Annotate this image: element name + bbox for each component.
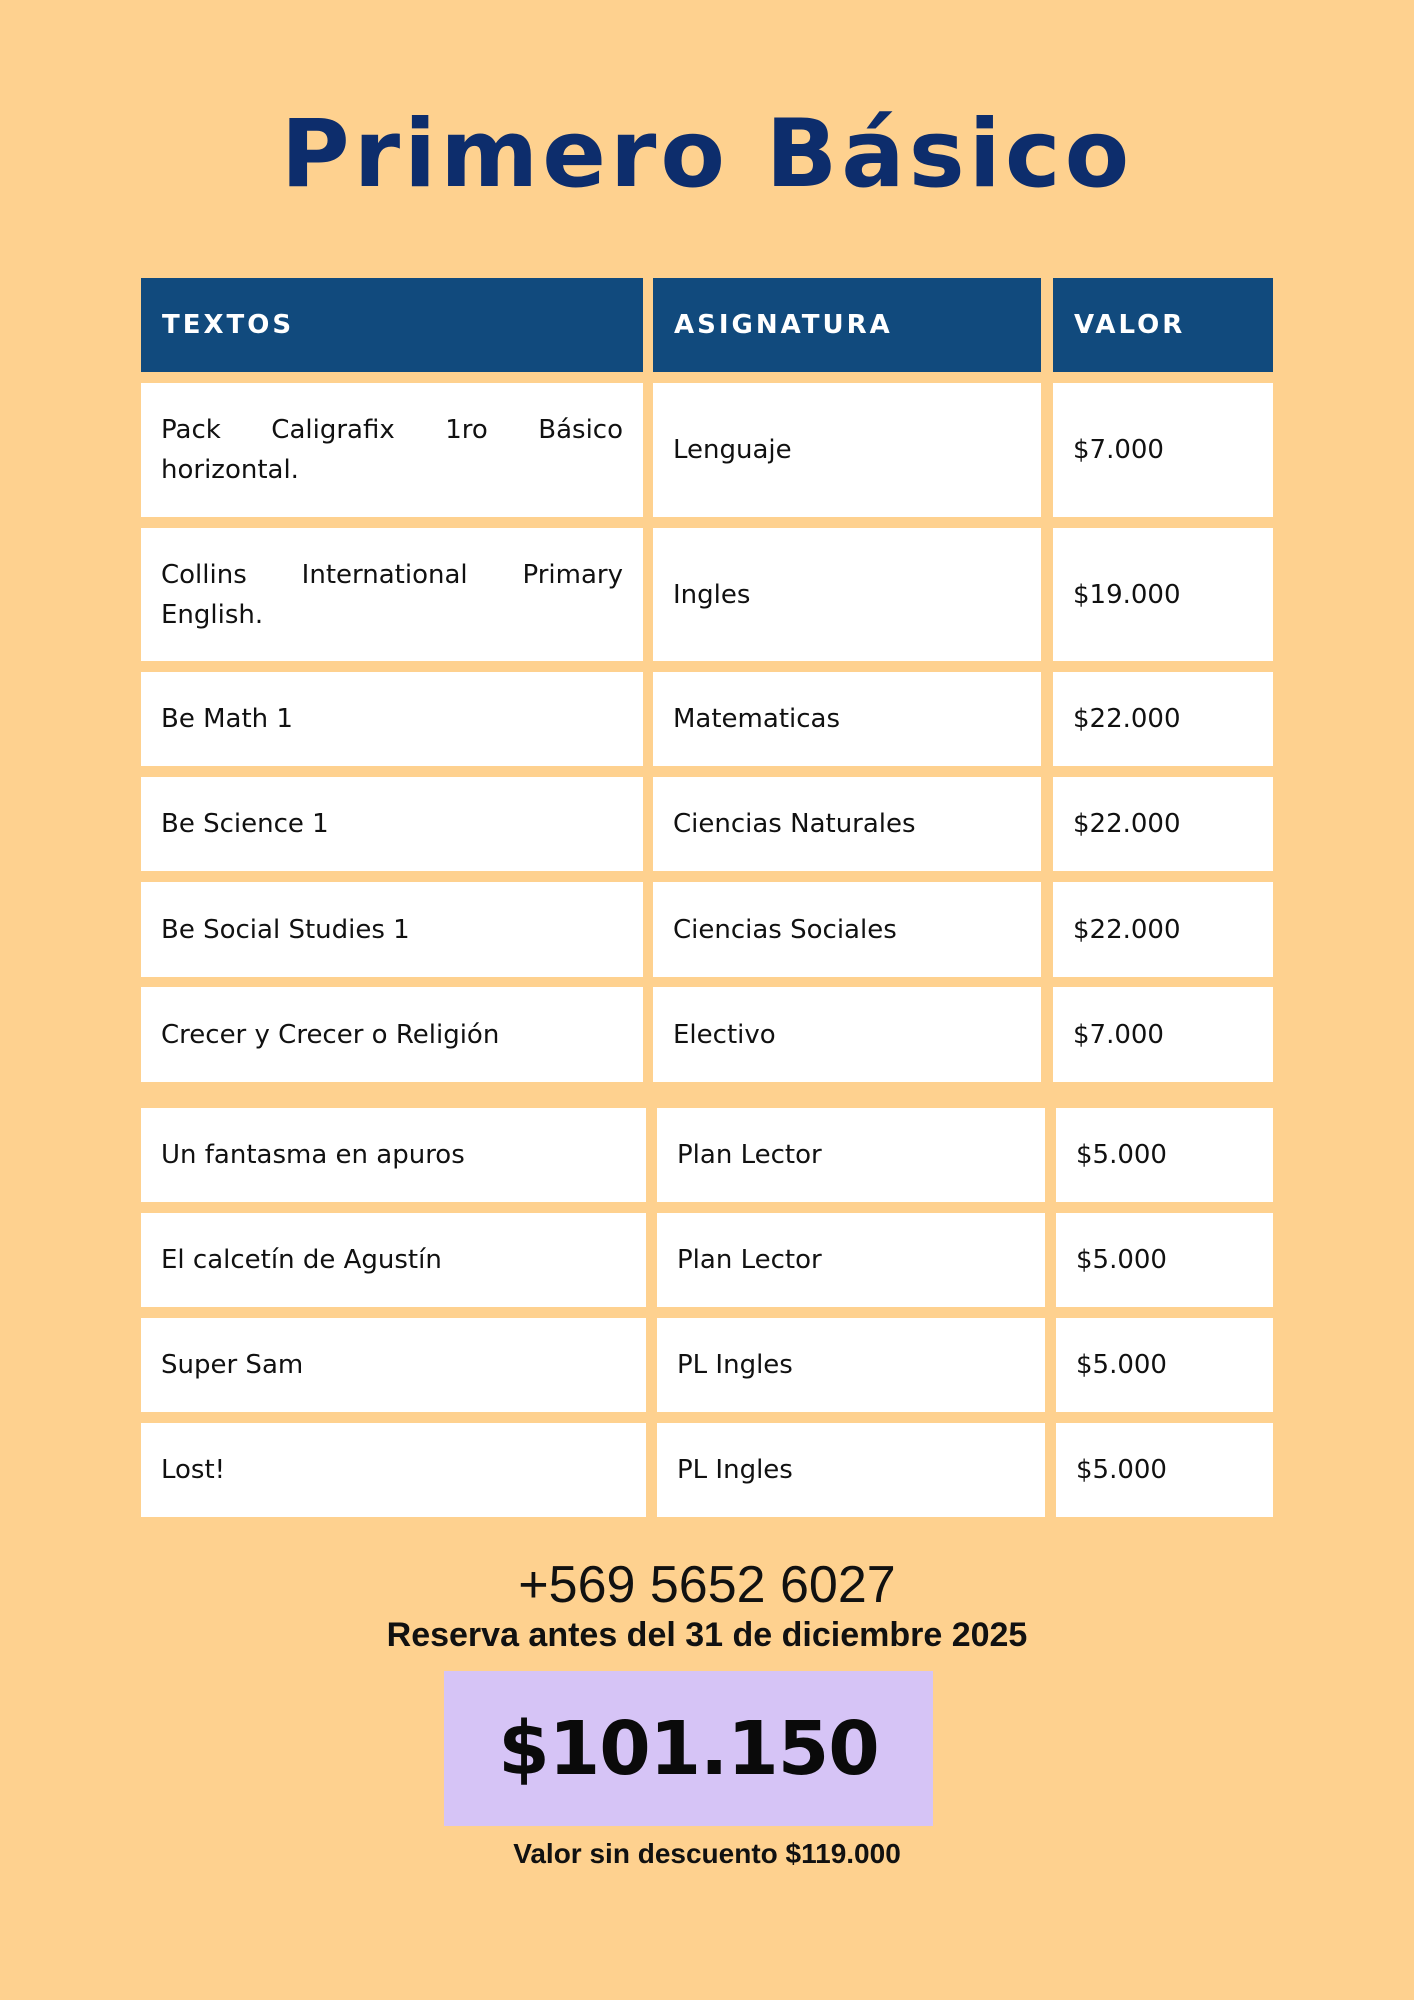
page-title: Primero Básico <box>280 100 1134 209</box>
cell-asignatura <box>657 1318 1045 1412</box>
asignatura-text: PL Ingles <box>677 1350 793 1380</box>
price-box <box>444 1671 933 1826</box>
cell-asignatura <box>653 987 1041 1082</box>
valor-text: $22.000 <box>1073 914 1181 945</box>
header-textos-label: TEXTOS <box>162 310 295 340</box>
valor-text: $19.000 <box>1073 579 1181 610</box>
cell-texto <box>141 882 643 977</box>
cell-valor <box>1056 1423 1273 1517</box>
asignatura-text: Ciencias Naturales <box>673 809 916 839</box>
reserve-deadline-note: Reserva antes del 31 de diciembre 2025 <box>386 1616 1028 1654</box>
cell-texto <box>141 383 643 517</box>
cell-asignatura <box>653 777 1041 871</box>
cell-asignatura <box>657 1108 1045 1202</box>
cell-valor <box>1056 1108 1273 1202</box>
texto-text: Be Social Studies 1 <box>161 914 410 945</box>
asignatura-text: Matematicas <box>673 704 841 734</box>
texto-text: Un fantasma en apuros <box>161 1140 465 1170</box>
cell-asignatura <box>657 1423 1045 1517</box>
header-valor-label: VALOR <box>1074 310 1186 340</box>
cell-valor <box>1053 987 1273 1082</box>
valor-text: $5.000 <box>1076 1350 1167 1380</box>
texto-text: El calcetín de Agustín <box>161 1245 442 1275</box>
cell-texto <box>141 1318 646 1412</box>
cell-valor <box>1053 882 1273 977</box>
texto-text: Crecer y Crecer o Religión <box>161 1019 500 1050</box>
asignatura-text: Electivo <box>673 1019 776 1050</box>
cell-valor <box>1056 1318 1273 1412</box>
cell-asignatura <box>653 528 1041 661</box>
valor-text: $22.000 <box>1073 704 1181 734</box>
valor-text: $5.000 <box>1076 1140 1167 1170</box>
texto-text: Be Math 1 <box>161 704 293 734</box>
header-asignatura-label: ASIGNATURA <box>674 310 893 340</box>
cell-asignatura <box>657 1213 1045 1307</box>
cell-texto <box>141 1213 646 1307</box>
header-textos <box>141 278 643 372</box>
asignatura-text: PL Ingles <box>677 1455 793 1485</box>
cell-valor <box>1053 528 1273 661</box>
original-price-note: Valor sin descuento $119.000 <box>513 1838 901 1869</box>
cell-asignatura <box>653 672 1041 766</box>
cell-texto <box>141 777 643 871</box>
texto-text: Be Science 1 <box>161 809 329 839</box>
asignatura-text: Lenguaje <box>673 435 792 465</box>
valor-text: $22.000 <box>1073 809 1181 839</box>
cell-texto <box>141 1108 646 1202</box>
asignatura-text: Ciencias Sociales <box>673 914 897 945</box>
cell-asignatura <box>653 383 1041 517</box>
header-asignatura <box>653 278 1041 372</box>
cell-valor <box>1053 672 1273 766</box>
phone-number: +569 5652 6027 <box>518 1556 896 1614</box>
texto-text: Collins International Primary English. <box>161 559 623 630</box>
cell-asignatura <box>653 882 1041 977</box>
texto-text: Lost! <box>161 1455 226 1485</box>
asignatura-text: Plan Lector <box>677 1140 822 1170</box>
texto-text: Super Sam <box>161 1350 304 1380</box>
valor-text: $5.000 <box>1076 1455 1167 1485</box>
valor-text: $5.000 <box>1076 1245 1167 1275</box>
valor-text: $7.000 <box>1073 1019 1164 1050</box>
cell-texto <box>141 1423 646 1517</box>
valor-text: $7.000 <box>1073 435 1164 465</box>
cell-texto <box>141 528 643 661</box>
asignatura-text: Plan Lector <box>677 1245 822 1275</box>
header-valor <box>1053 278 1273 372</box>
cell-valor <box>1056 1213 1273 1307</box>
cell-texto <box>141 672 643 766</box>
cell-valor <box>1053 777 1273 871</box>
cell-texto <box>141 987 643 1082</box>
asignatura-text: Ingles <box>673 579 751 610</box>
texto-text: Pack Caligrafix 1ro Básico horizontal. <box>161 415 623 485</box>
cell-valor <box>1053 383 1273 517</box>
total-price: $101.150 <box>498 1705 879 1792</box>
